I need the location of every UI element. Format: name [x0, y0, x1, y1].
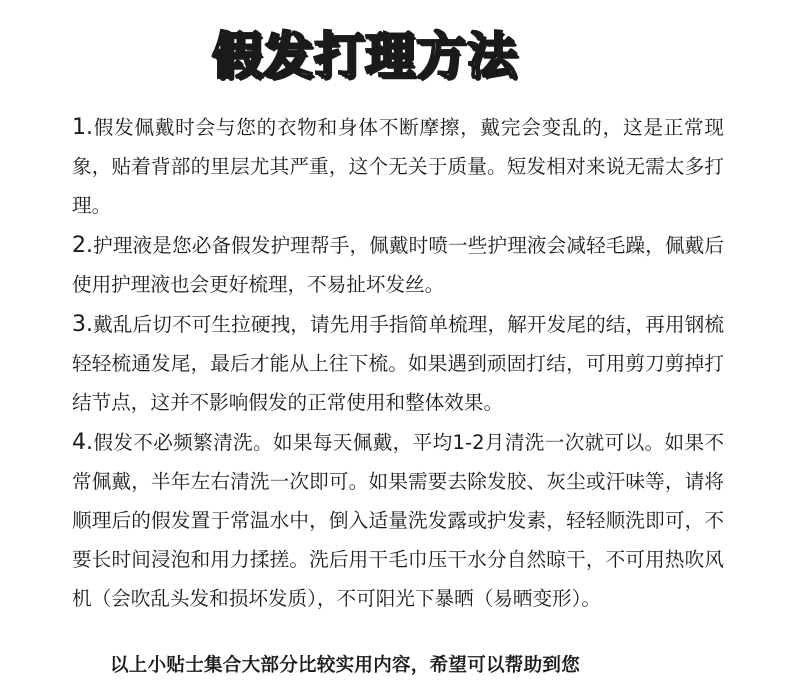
tip-item-3 — [72, 305, 724, 422]
tip-number: 2. — [72, 233, 93, 258]
footer-note: 以上小贴士集合大部分比较实用内容，希望可以帮助到您 — [110, 655, 581, 676]
tip-text: 戴乱后切不可生拉硬拽，请先用手指简单梳理，解开发尾的结，再用钢梳轻轻梳通发尾，最后才能从上往下梳。如果遇到顽固打结，可用剪刀剪掉打结节点，这并不影响假发的正常使用和整体效果。 — [72, 313, 724, 414]
tip-number: 1. — [72, 115, 93, 140]
tip-item-2 — [72, 226, 724, 304]
tips-list — [72, 108, 724, 619]
tip-item-1 — [72, 108, 724, 225]
tip-number: 3. — [72, 312, 93, 337]
tip-number: 4. — [72, 430, 93, 455]
tip-text: 假发佩戴时会与您的衣物和身体不断摩擦，戴完会变乱的，这是正常现象，贴着背部的里层尤其严重，这个无关于质量。短发相对来说无需太多打理。 — [72, 116, 724, 217]
tip-text: 假发不必频繁清洗。如果每天佩戴，平均1-2月清洗一次就可以。如果不常佩戴，半年左右清洗一次即可。如果需要去除发胶、灰尘或汗味等，请将顺理后的假发置于常温水中，倒入适量洗发露或护发素，轻轻顺洗即可，不要长时间浸泡和用力揉搓。洗后用干毛巾压干水分自然晾干，不可用热吹风机（会吹乱头发和损坏发质），不可阳光下暴晒（易晒变形）。 — [72, 431, 724, 610]
tip-item-4 — [72, 423, 724, 618]
tip-text: 护理液是您必备假发护理帮手，佩戴时喷一些护理液会减轻毛躁，佩戴后使用护理液也会更好梳理，不易扯坏发丝。 — [72, 234, 724, 296]
page-title: 假发打理方法 — [212, 27, 518, 85]
